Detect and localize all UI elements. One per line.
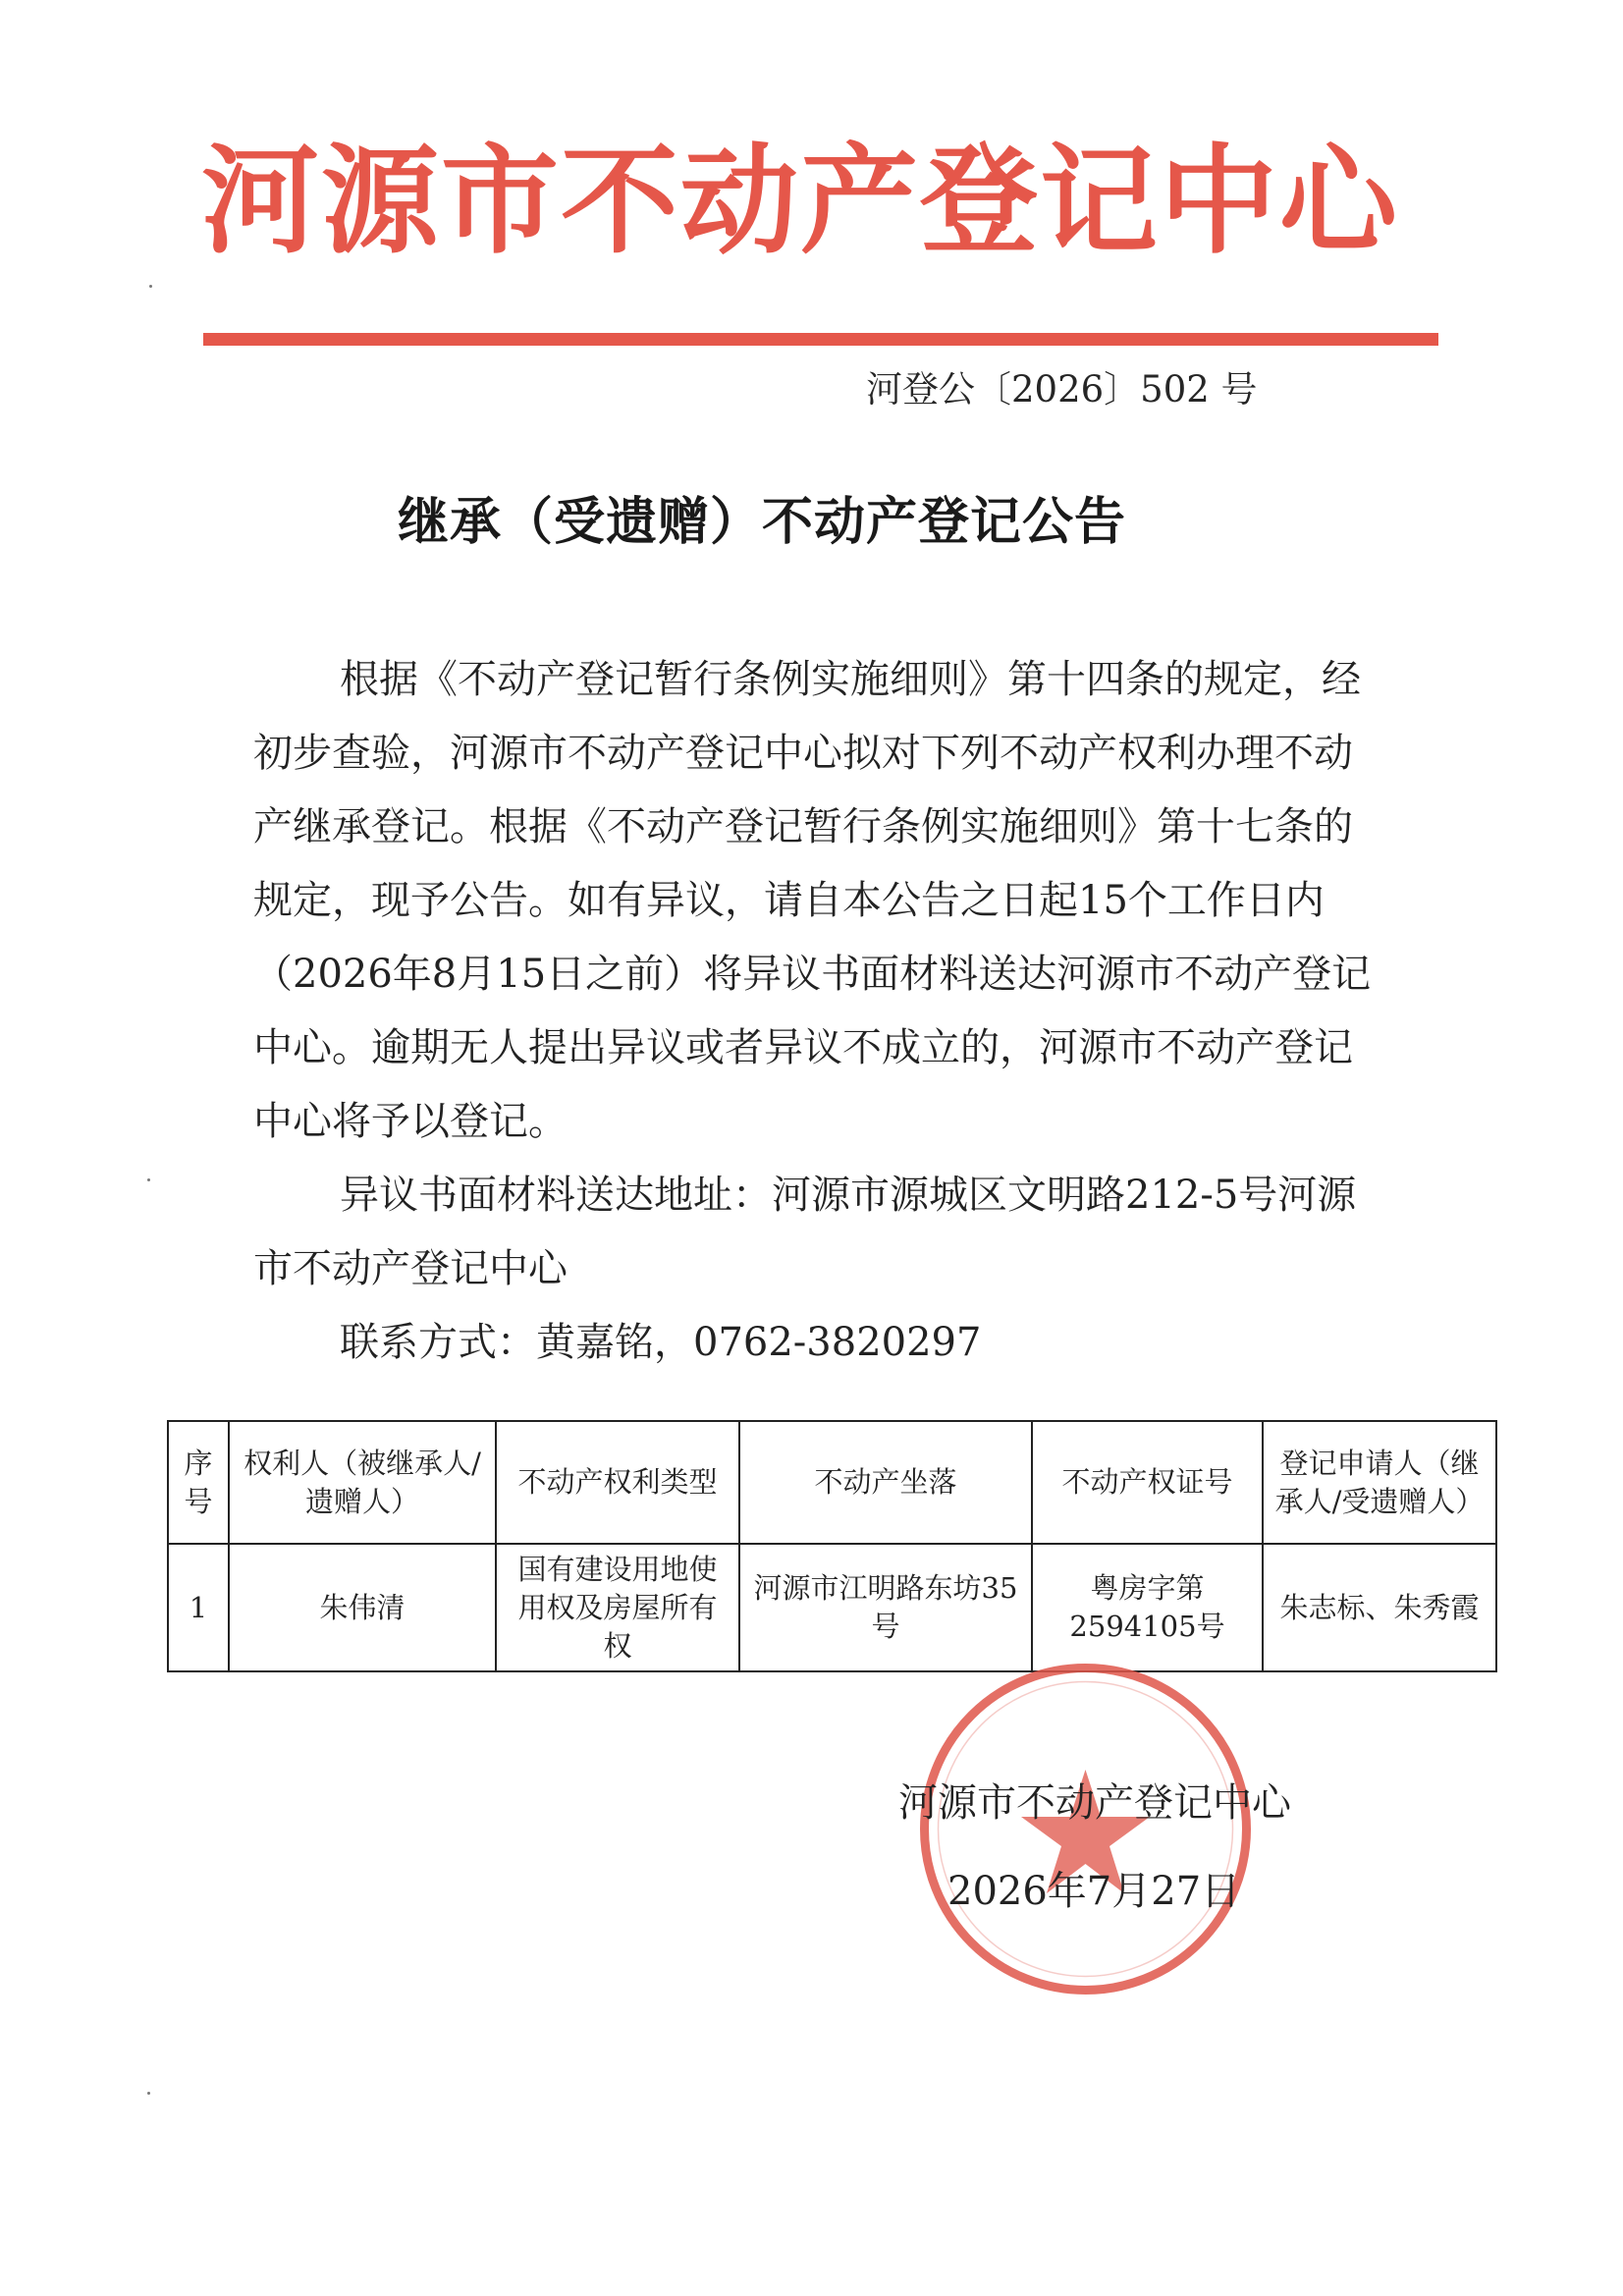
cell-right-type: 国有建设用地使用权及房屋所有权 <box>496 1544 739 1671</box>
column-header-holder: 权利人（被继承人/遗赠人） <box>229 1421 496 1544</box>
signature-organization: 河源市不动产登记中心 <box>898 1780 1291 1826</box>
cell-certificate: 粤房字第2594105号 <box>1032 1544 1263 1671</box>
document-number: 河登公〔2026〕502 号 <box>866 368 1258 410</box>
column-header-serial: 序号 <box>168 1421 229 1544</box>
column-header-certificate: 不动产权证号 <box>1032 1421 1263 1544</box>
table-header-row <box>168 1421 1496 1544</box>
margin-speck <box>149 285 152 288</box>
notice-paragraph-address: 异议书面材料送达地址：河源市源城区文明路212-5号河源市不动产登记中心 <box>253 1173 1357 1291</box>
signature-date: 2026年7月27日 <box>947 1869 1241 1914</box>
cell-holder: 朱伟清 <box>229 1544 496 1671</box>
column-header-applicant: 登记申请人（继承人/受遗赠人） <box>1263 1421 1496 1544</box>
letterhead-red-rule <box>203 333 1438 346</box>
notice-paragraph-contact: 联系方式：黄嘉铭，0762-3820297 <box>340 1320 982 1365</box>
table-row <box>168 1544 1496 1671</box>
notice-paragraph-main: 根据《不动产登记暂行条例实施细则》第十四条的规定，经初步查验，河源市不动产登记中心拟对下列不动产权利办理不动产继承登记。根据《不动产登记暂行条例实施细则》第十七条的规定，现予公告。如有异议，请自本公告之日起15个工作日内（2026年8月15日之前）将异议书面材料送达河源市不动产登记中心。逾期无人提出异议或者异议不成立的，河源市不动产登记中心将予以登记。 <box>253 657 1372 1144</box>
org-letterhead-title: 河源市不动产登记中心 <box>201 132 1399 270</box>
cell-location: 河源市江明路东坊35号 <box>739 1544 1032 1671</box>
notice-title: 继承（受遗赠）不动产登记公告 <box>398 492 1127 552</box>
registration-table <box>167 1420 1497 1672</box>
margin-speck <box>147 2092 150 2095</box>
margin-speck <box>147 1178 150 1181</box>
cell-serial: 1 <box>168 1544 229 1671</box>
column-header-right-type: 不动产权利类型 <box>496 1421 739 1544</box>
cell-applicants: 朱志标、朱秀霞 <box>1263 1544 1496 1671</box>
column-header-location: 不动产坐落 <box>739 1421 1032 1544</box>
